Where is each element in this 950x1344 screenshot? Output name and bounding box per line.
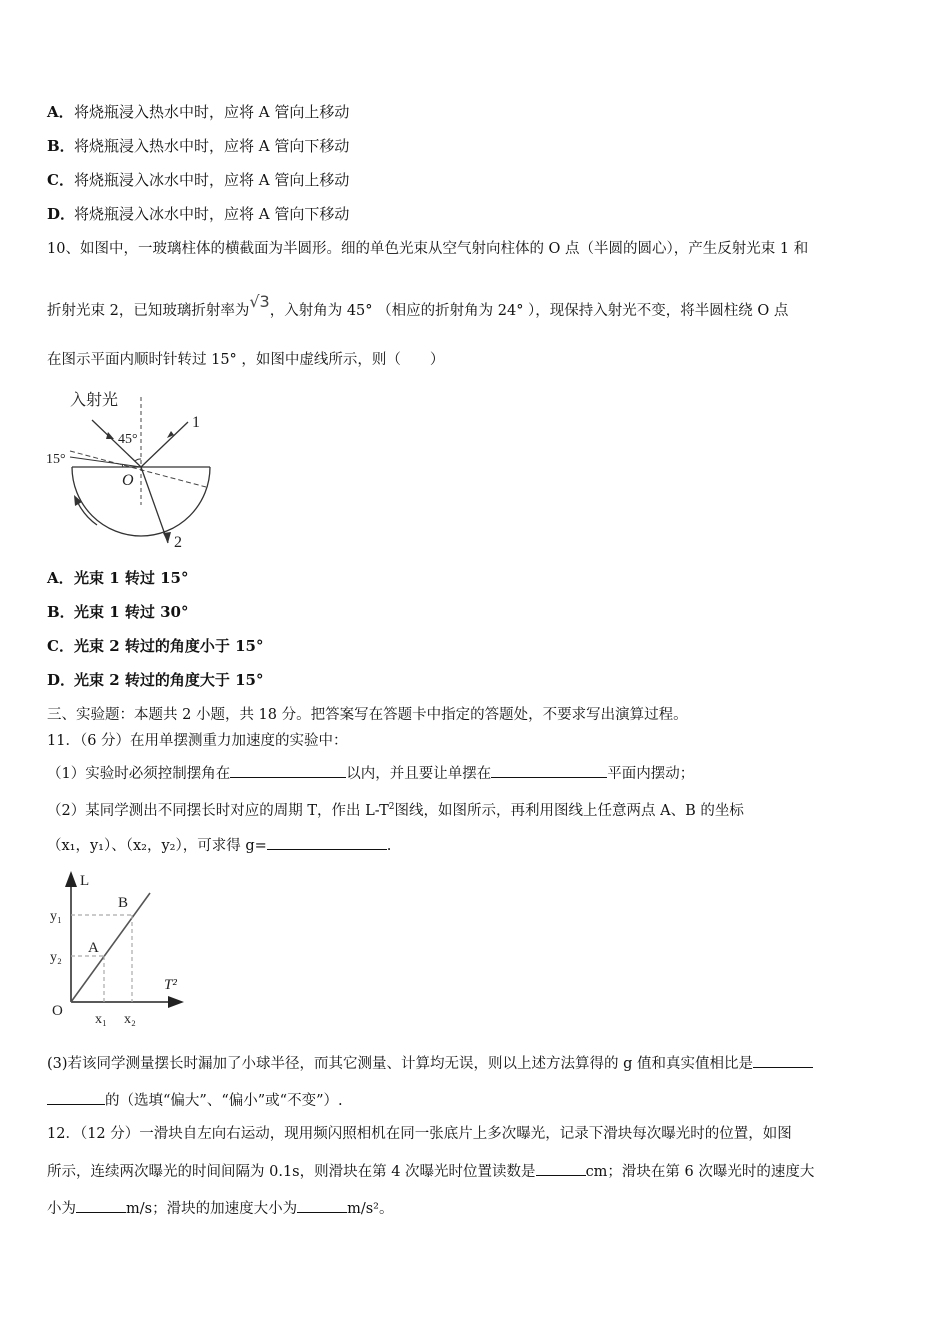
beam-2-label: 2 <box>174 534 182 551</box>
answer-blank-acceleration[interactable] <box>297 1198 347 1213</box>
q11-part3-line1 <box>47 1053 813 1074</box>
x-axis-label: T² <box>164 977 177 993</box>
q10-stem-line3: 在图示平面内顺时针转过 15° ，如图中虚线所示，则（ ） <box>47 352 445 368</box>
q10-option-b <box>47 602 188 622</box>
q12-text: m/s；滑块的加速度大小为 <box>126 1201 298 1217</box>
q11-text: (3)若该同学测量摆长时漏加了小球半径，而其它测量、计算均无误，则以上述方法算得的 g 值和真实值相比是 <box>47 1056 754 1072</box>
origin-label: O <box>52 1003 63 1019</box>
option-text: 光束 2 转过的角度小于 15° <box>74 637 264 655</box>
q11-text: 以内，并且要让单摆在 <box>346 766 492 782</box>
answer-blank-plane[interactable] <box>491 763 607 778</box>
q11-text: （1）实验时必须控制摆角在 <box>47 766 231 782</box>
beam-1-label: 1 <box>192 414 200 431</box>
q11-title: 11．（6 分）在用单摆测重力加速度的实验中： <box>47 733 348 749</box>
q12-text: 所示，连续两次曝光的时间间隔为 0.1s，则滑块在第 4 次曝光时位置读数是 <box>47 1164 536 1180</box>
answer-blank-position[interactable] <box>536 1161 586 1176</box>
q10-option-d <box>47 670 263 690</box>
q11-part3-line2 <box>47 1090 343 1111</box>
superscript: 2 <box>388 802 395 812</box>
q10-option-c <box>47 636 263 656</box>
point-b-label: B <box>118 895 129 911</box>
option-letter: B． <box>47 137 75 155</box>
option-letter: C． <box>47 171 74 189</box>
option-text: 光束 1 转过 15° <box>74 569 189 587</box>
point-a-label: A <box>88 940 99 956</box>
option-text: 将烧瓶浸入热水中时，应将 A 管向下移动 <box>74 137 350 155</box>
option-letter: C． <box>47 637 74 655</box>
q11-text: 平面内摆动； <box>607 766 695 782</box>
q9-option-d <box>47 204 349 224</box>
refraction-diagram <box>40 385 230 555</box>
option-letter: D． <box>47 671 76 689</box>
q11-part2-line2 <box>47 835 391 856</box>
option-text: 将烧瓶浸入冰水中时，应将 A 管向下移动 <box>74 205 350 223</box>
option-text: 光束 2 转过的角度大于 15° <box>74 671 264 689</box>
option-letter: B． <box>47 603 75 621</box>
answer-blank-velocity[interactable] <box>76 1198 126 1213</box>
sqrt3-formula: √3 <box>249 292 270 311</box>
q12-text: cm；滑块在第 6 次曝光时的速度大 <box>585 1164 815 1180</box>
answer-blank-compare-a[interactable] <box>753 1053 813 1068</box>
q12-text: 小为 <box>47 1201 76 1217</box>
q11-text: 的（选填“偏大”、“偏小”或“不变”）. <box>105 1093 343 1109</box>
q10-option-a <box>47 568 188 588</box>
q11-part1 <box>47 763 694 784</box>
option-letter: D． <box>47 205 76 223</box>
q12-line1: 12．（12 分）一滑块自左向右运动，现用频闪照相机在同一张底片上多次曝光，记录下滑块每次曝光时的位置，如图 <box>47 1126 792 1142</box>
answer-blank-compare-b[interactable] <box>47 1090 105 1105</box>
q11-text: （x₁，y₁）、（x₂，y₂），可求得 g= <box>47 838 267 854</box>
q9-option-c <box>47 170 349 190</box>
semicircle-figure-svg <box>40 385 230 555</box>
q10-stem-line2 <box>47 292 789 321</box>
q11-text: . <box>386 838 392 854</box>
q12-text: m/s²。 <box>347 1201 394 1217</box>
option-text: 将烧瓶浸入热水中时，应将 A 管向上移动 <box>74 103 350 121</box>
option-letter: A． <box>47 103 74 121</box>
l-t2-graph <box>40 865 200 1035</box>
angle-15-label: 15° <box>46 452 66 467</box>
q10-text: 折射光束 2，已知玻璃折射率为 <box>47 303 250 319</box>
center-o-label: O <box>122 472 134 489</box>
y1-label: y₁ <box>50 909 62 924</box>
answer-blank-g[interactable] <box>267 835 387 850</box>
incident-light-label: 入射光 <box>70 390 119 409</box>
q9-option-b <box>47 136 349 156</box>
q11-part2-line1 <box>47 797 744 821</box>
q9-option-a <box>47 102 349 122</box>
angle-45-label: 45° <box>118 432 138 447</box>
y2-label: y₂ <box>50 950 62 965</box>
y-axis-label: L <box>80 873 90 889</box>
q11-text: 图线，如图所示，再利用图线上任意两点 A、B 的坐标 <box>394 802 744 819</box>
q12-line3 <box>47 1198 393 1219</box>
q11-text: （2）某同学测出不同摆长时对应的周期 T，作出 L-T <box>47 802 389 819</box>
section-3-heading: 三、实验题：本题共 2 小题，共 18 分。把答案写在答题卡中指定的答题处，不要求写出演算过程。 <box>47 707 688 723</box>
l-t2-graph-svg <box>40 865 200 1035</box>
option-text: 光束 1 转过 30° <box>74 603 189 621</box>
option-letter: A． <box>47 569 74 587</box>
x2-label: x₂ <box>124 1012 136 1027</box>
option-text: 将烧瓶浸入冰水中时，应将 A 管向上移动 <box>74 171 350 189</box>
x1-label: x₁ <box>95 1012 107 1027</box>
q12-line2 <box>47 1161 814 1182</box>
q10-text: ，入射角为 45° （相应的折射角为 24° ），现保持入射光不变，将半圆柱绕 O 点 <box>269 303 789 319</box>
q10-stem-line1: 10、如图中，一玻璃柱体的横截面为半圆形。细的单色光束从空气射向柱体的 O 点（半圆的圆心），产生反射光束 1 和 <box>47 241 809 257</box>
answer-blank-angle[interactable] <box>230 763 346 778</box>
